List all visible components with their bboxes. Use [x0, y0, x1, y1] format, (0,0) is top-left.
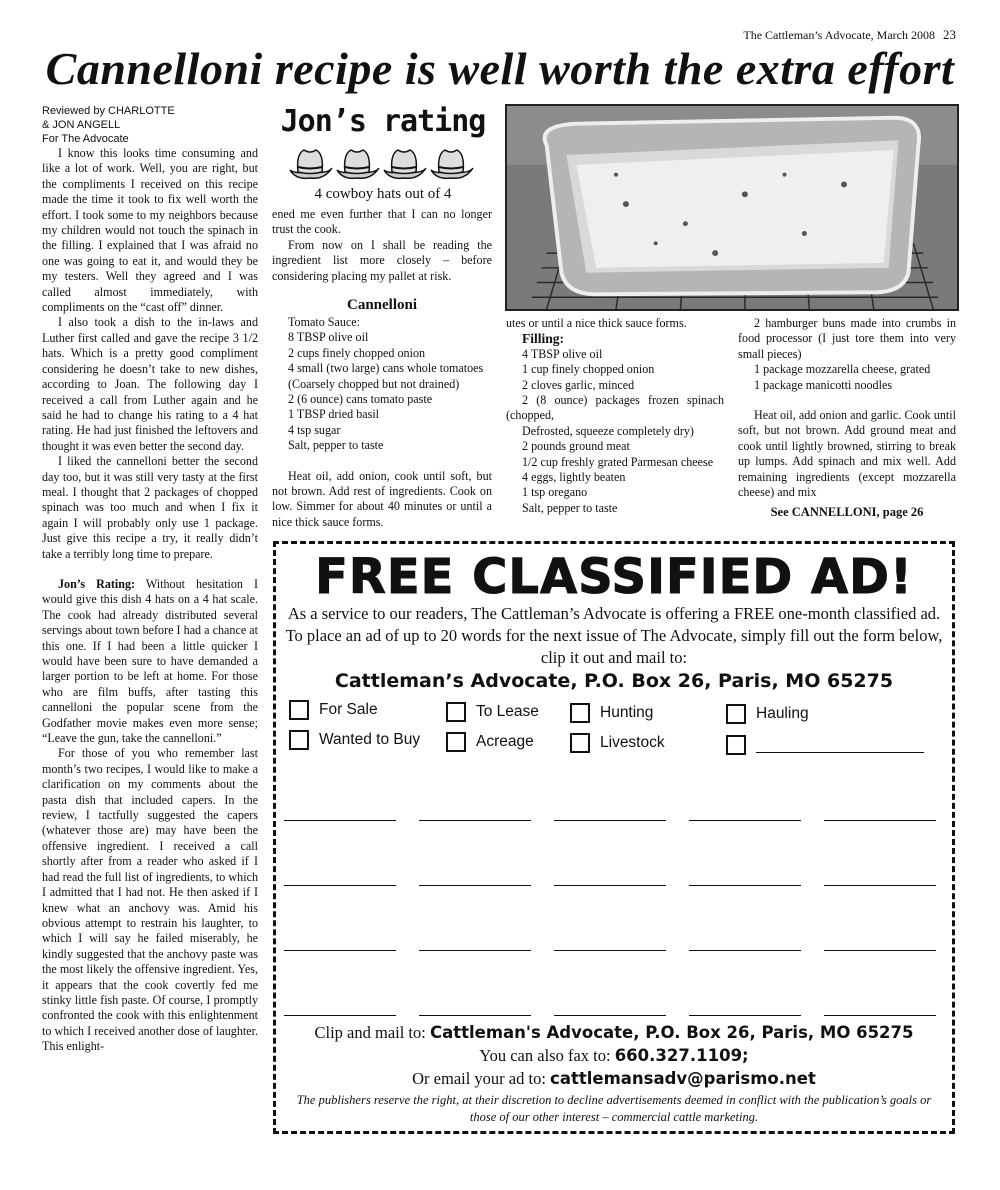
recipe-line: 2 cloves garlic, minced: [522, 377, 635, 392]
byline-line: Reviewed by CHARLOTTE: [42, 105, 175, 117]
paragraph: From now on I shall be reading the ingredient list more closely – before considering placing my pallet at risk.: [272, 237, 492, 283]
recipe-line: Salt, pepper to taste: [522, 500, 618, 515]
recipe-line: 1 cup finely chopped onion: [522, 362, 655, 377]
page-number: 23: [943, 27, 956, 42]
rating-caption: 4 cowboy hats out of 4: [314, 186, 452, 202]
recipe-line: Salt, pepper to taste: [288, 438, 384, 453]
recipe-line: 4 eggs, lightly beaten: [522, 470, 626, 485]
mailing-address: Cattleman’s Advocate, P.O. Box 26, Paris, MO 65275: [334, 670, 894, 692]
ad-word-blank[interactable]: [554, 885, 666, 886]
ad-word-blank[interactable]: [419, 1015, 531, 1016]
article-column-1: [42, 104, 258, 1055]
cowboy-hat-icon: [431, 150, 473, 178]
ad-word-blank[interactable]: [554, 1015, 666, 1016]
clip-prefix: Clip and mail to:: [314, 1023, 430, 1042]
option-acreage[interactable]: [446, 732, 534, 752]
option-hunting[interactable]: [570, 703, 653, 723]
cannelloni-photo: [505, 104, 959, 311]
checkbox[interactable]: [726, 735, 746, 755]
ad-word-blank[interactable]: [284, 885, 396, 886]
clip-line: [273, 1021, 955, 1044]
recipe-line: 2 pounds ground meat: [522, 439, 630, 454]
fax-prefix: You can also fax to:: [479, 1046, 615, 1065]
cowboy-hat-icon: [384, 150, 426, 178]
recipe-column-4: [738, 316, 956, 500]
recipe-line: 8 TBSP olive oil: [288, 330, 369, 345]
publication-line: The Cattleman’s Advocate, March 2008: [743, 28, 935, 42]
recipe-line: 4 tsp sugar: [288, 422, 341, 437]
recipe-instructions: Heat oil, add onion, cook until soft, but not brown. Add rest of ingredients. Cook on low. Simmer for about 40 minutes or until a nice thick sauce forms.: [272, 468, 492, 529]
recipe-line: Defrosted, squeeze completely dry): [522, 423, 694, 438]
checkbox[interactable]: [726, 704, 746, 724]
ad-word-blank[interactable]: [689, 885, 801, 886]
recipe-line: 1 tsp oregano: [522, 485, 588, 500]
option-other[interactable]: [726, 735, 924, 755]
classified-title: FREE CLASSIFIED AD!: [315, 549, 913, 605]
jons-rating-label: Jon’s Rating:: [58, 576, 136, 591]
filling-label: Filling:: [522, 331, 565, 347]
option-label: Livestock: [600, 734, 665, 751]
option-to-lease[interactable]: [446, 702, 539, 722]
ad-word-blank[interactable]: [554, 820, 666, 821]
recipe-line: 2 cups finely chopped onion: [288, 345, 426, 360]
dish-image: [507, 106, 957, 309]
option-label: Wanted to Buy: [319, 731, 421, 748]
option-hauling[interactable]: [726, 704, 809, 724]
clip-address: Cattleman's Advocate, P.O. Box 26, Paris, MO 65275: [429, 1023, 914, 1042]
recipe-line: Tomato Sauce:: [288, 315, 361, 329]
jons-rating-text: Without hesitation I would give this dish 4 hats on a 4 hat scale. The cook had already distributed several servings about town before I had a chance at this one. If I had been a little quicker I would have been sure to have demanded a larger portion to be left at home. For those who are film buffs, after tasting this cannelloni the popular scene from the Godfather movie makes even more sense; “Leave the gun, take the cannelloni.”: [42, 576, 258, 746]
recipe-line: 1 TBSP dried basil: [288, 407, 380, 422]
page-header: [743, 27, 956, 43]
checkbox[interactable]: [289, 700, 309, 720]
recipe-line: 1 package manicotti noodles: [754, 377, 893, 392]
ad-word-blank[interactable]: [824, 950, 936, 951]
option-livestock[interactable]: [570, 733, 665, 753]
ad-word-blank[interactable]: [689, 1015, 801, 1016]
continued-note: See CANNELLONI, page 26: [770, 505, 924, 519]
paragraph: I liked the cannelloni better the second day too, but it was still very tasty at the first meal. I thought that 2 packages of chopped spinach was too much and when I fix it again I will probably only use 1 package. Just give this recipe a try, it really didn’t take a terribly long time to prepare.: [42, 454, 258, 561]
cowboy-hat-icon: [337, 150, 379, 178]
email-address: cattlemansadv@parismo.net: [550, 1069, 816, 1088]
cowboy-hats-rating: [288, 144, 478, 184]
other-category-field[interactable]: [756, 738, 924, 753]
email-line: [273, 1067, 955, 1090]
recipe-line: 1/2 cup freshly grated Parmesan cheese: [522, 454, 714, 469]
disclaimer: The publishers reserve the right, at their discretion to decline advertisements deemed in conflict with the publication’s goals or those of our other interest – commercial cattle marketing.: [296, 1093, 932, 1124]
paragraph: For those of you who remember last month’s two recipes, I would like to make a clarification on my comments about the pasta dish that included capers. In the review, I tactfully suggested the capers (whatever those are) may have been the offensive ingredient. I received a call shortly after from a reader who asked if I had read the full list of ingredients, to which I admitted that I had not. He then asked if I knew what an anchovy was. Amid his obvious attempt to restrain his laughter, to which I will say he failed miserably, he kindly suggested that the anchovy paste was the most likely the offensive ingredient. Yes, it appears that the cook covertly fed me stinky little fish paste. Of course, I promptly confronted the cook with this enlightenment to which I received another dose of laughter. This enlight-: [42, 746, 258, 1054]
hats-graphic: [288, 144, 478, 184]
paragraph: I also took a dish to the in-laws and Luther first called and gave the recipe 3 1/2 hats. Which is a pretty good compliment considering he doesn’t take to new dishes, according to Joan. The following day I received a call from Luther again and he said he had to change his rating to a 4 hat rating. He had just finished the leftovers and thought it was even better the second day.: [42, 315, 258, 453]
recipe-line: 2 hamburger buns made into crumbs in food processor (I just tore them into very small pieces): [738, 316, 956, 361]
jons-rating-paragraph: [42, 577, 258, 746]
ad-word-blank[interactable]: [284, 950, 396, 951]
byline-line: & JON ANGELL: [42, 119, 121, 131]
recipe-line: (Coarsely chopped but not drained): [288, 376, 460, 391]
checkbox[interactable]: [570, 733, 590, 753]
fax-line: [273, 1044, 955, 1067]
ad-word-blank[interactable]: [824, 820, 936, 821]
headline: Cannelloni recipe is well worth the extra effort: [45, 43, 955, 94]
ad-word-blank[interactable]: [419, 820, 531, 821]
rating-title: Jon’s rating: [280, 104, 486, 139]
ad-word-blank[interactable]: [419, 950, 531, 951]
recipe-instructions: Heat oil, add onion and garlic. Cook until soft, but not brown. Add ground meat and cook until lightly browned, stirring to break up lumps. Add spinach and mix well. Add remaining ingredients (except mozzarella cheese) and mix: [738, 408, 956, 500]
ad-word-blank[interactable]: [824, 1015, 936, 1016]
byline-line: For The Advocate: [42, 133, 129, 145]
recipe-line: utes or until a nice thick sauce forms.: [506, 316, 687, 330]
recipe-line: 2 (6 ounce) cans tomato paste: [288, 392, 433, 407]
option-label: To Lease: [476, 703, 539, 720]
checkbox[interactable]: [570, 703, 590, 723]
fax-number: 660.327.1109;: [614, 1046, 749, 1065]
recipe-line: 1 package mozzarella cheese, grated: [754, 362, 931, 377]
recipe-title: Cannelloni: [346, 297, 418, 313]
option-wanted-to-buy[interactable]: [289, 730, 420, 750]
recipe-sauce: [272, 315, 492, 530]
ad-word-blank[interactable]: [419, 885, 531, 886]
recipe-line: 4 TBSP olive oil: [522, 346, 603, 361]
ad-word-blank[interactable]: [689, 820, 801, 821]
option-label: Hauling: [756, 705, 809, 722]
email-prefix: Or email your ad to:: [412, 1069, 551, 1088]
option-label: Hunting: [600, 704, 654, 721]
ad-word-blank[interactable]: [554, 950, 666, 951]
ad-word-blank[interactable]: [284, 1015, 396, 1016]
paragraph: ened me even further that I can no longer trust the cook.: [272, 207, 492, 237]
option-for-sale[interactable]: [289, 700, 378, 720]
clip-and-mail: [273, 1021, 955, 1090]
checkbox[interactable]: [446, 702, 466, 722]
ad-word-blank[interactable]: [689, 950, 801, 951]
option-label: For Sale: [319, 701, 378, 718]
option-label: Acreage: [476, 733, 534, 750]
paragraph: I know this looks time consuming and like a lot of work. Well, you are right, but the compliments I received on this recipe made the time it took to fix well worth the effort. I took some to my neighbors because my children would not touch the spinach in the filling. I explained that I was afraid no one was going to eat it, and would they be my testers. Well they agreed and I was called almost immediately, with compliments on the “cast off” dinner.: [42, 146, 258, 315]
recipe-line: 2 (8 ounce) packages frozen spinach (chopped,: [506, 393, 724, 423]
ad-word-blank[interactable]: [824, 885, 936, 886]
recipe-filling: [506, 316, 724, 516]
classified-promo: As a service to our readers, The Cattleman’s Advocate is offering a FREE one-month classified ad. To place an ad of up to 20 words for the next issue of The Advocate, simply fill out the form below, clip it out and mail to:: [285, 604, 943, 667]
recipe-line: 4 small (two large) cans whole tomatoes: [288, 361, 484, 376]
cowboy-hat-icon: [290, 150, 332, 178]
checkbox[interactable]: [289, 730, 309, 750]
checkbox[interactable]: [446, 732, 466, 752]
article-column-2: [272, 207, 492, 284]
ad-word-blank[interactable]: [284, 820, 396, 821]
